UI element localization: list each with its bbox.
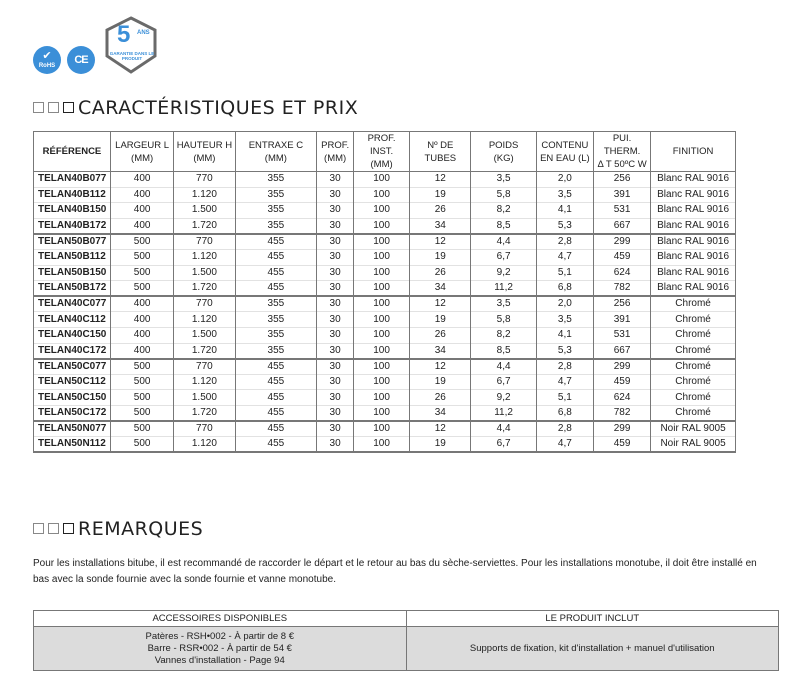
table-cell: 19 [410,187,471,203]
table-cell: 770 [174,172,235,188]
table-cell: 4,7 [536,249,593,265]
table-cell: Chromé [651,296,736,312]
table-cell: 391 [593,312,650,328]
remarks-section-title [33,518,203,540]
column-header: LARGEUR L (MM) [110,132,173,172]
table-cell: 2,8 [536,359,593,375]
table-cell: 400 [110,343,173,359]
table-cell: 34 [410,343,471,359]
table-cell: 34 [410,405,471,421]
column-header: RÉFÉRENCE [34,132,111,172]
table-cell: 30 [317,172,354,188]
table-cell: 770 [174,296,235,312]
table-cell: 6,7 [471,437,536,453]
table-cell: 770 [174,359,235,375]
table-cell: 256 [593,296,650,312]
table-cell: Blanc RAL 9016 [651,265,736,281]
warranty-badge [103,16,159,76]
table-cell: 30 [317,343,354,359]
table-row [34,312,736,328]
table-cell: 500 [110,234,173,250]
table-cell: 100 [354,359,410,375]
table-cell: 4,7 [536,437,593,453]
table-cell: 459 [593,374,650,390]
table-cell: 299 [593,234,650,250]
table-cell: 2,0 [536,172,593,188]
reference-cell: TELAN50C172 [34,405,111,421]
table-cell: 1.120 [174,374,235,390]
rohs-label: RoHS [38,63,56,69]
reference-cell: TELAN40C077 [34,296,111,312]
table-cell: Noir RAL 9005 [651,421,736,437]
warranty-unit: ANS [137,30,150,36]
table-cell: 30 [317,249,354,265]
reference-cell: TELAN50N077 [34,421,111,437]
column-header: PUI. THERM. Δ T 50ºC W [593,132,650,172]
table-cell: Chromé [651,405,736,421]
table-cell: Blanc RAL 9016 [651,281,736,297]
shield-icon [103,16,159,76]
table-cell: 500 [110,390,173,406]
table-cell: 100 [354,437,410,453]
table-row [34,265,736,281]
specs-table [33,131,736,453]
table-cell: 100 [354,281,410,297]
table-cell: 30 [317,327,354,343]
table-cell: 4,4 [471,234,536,250]
table-cell: 355 [235,187,317,203]
specs-header-row [34,132,736,172]
table-cell: 455 [235,405,317,421]
table-cell: 455 [235,249,317,265]
table-cell: 12 [410,234,471,250]
table-row [34,374,736,390]
table-cell: 26 [410,203,471,219]
table-cell: 5,8 [471,312,536,328]
table-cell: 34 [410,281,471,297]
table-cell: Chromé [651,390,736,406]
table-cell: 4,7 [536,374,593,390]
table-row [34,359,736,375]
table-cell: 500 [110,374,173,390]
table-cell: 455 [235,359,317,375]
table-cell: 455 [235,437,317,453]
reference-cell: TELAN50C112 [34,374,111,390]
reference-cell: TELAN40C112 [34,312,111,328]
table-row [34,327,736,343]
table-cell: 1.120 [174,312,235,328]
table-cell: 5,3 [536,343,593,359]
table-cell: 355 [235,327,317,343]
accessories-list [34,627,407,671]
ce-badge [67,46,95,74]
table-cell: 459 [593,249,650,265]
warranty-text: GARANTIE DANS LE PRODUIT [109,51,155,61]
column-header: POIDS (KG) [471,132,536,172]
table-cell: 30 [317,421,354,437]
table-cell: 30 [317,390,354,406]
square-icon [48,523,59,534]
table-cell: 455 [235,281,317,297]
table-cell: 4,1 [536,327,593,343]
reference-cell: TELAN50B077 [34,234,111,250]
table-row [34,390,736,406]
column-header: CONTENU EN EAU (L) [536,132,593,172]
table-cell: Chromé [651,343,736,359]
table-cell: Chromé [651,312,736,328]
column-header: PROF. (MM) [317,132,354,172]
table-cell: 100 [354,421,410,437]
table-cell: Chromé [651,327,736,343]
table-cell: 1.120 [174,249,235,265]
table-cell: 624 [593,390,650,406]
table-cell: 500 [110,249,173,265]
table-cell: 455 [235,234,317,250]
square-icon [48,102,59,113]
table-cell: 100 [354,390,410,406]
table-row [34,218,736,234]
table-cell: 100 [354,265,410,281]
table-cell: 400 [110,172,173,188]
warranty-number: 5 [117,21,131,48]
table-cell: 256 [593,172,650,188]
table-cell: 8,5 [471,343,536,359]
table-cell: 100 [354,327,410,343]
table-row [34,437,736,453]
table-cell: Blanc RAL 9016 [651,172,736,188]
table-cell: 19 [410,312,471,328]
table-cell: 11,2 [471,405,536,421]
table-cell: 2,0 [536,296,593,312]
ce-label: CE [74,54,88,66]
table-cell: 100 [354,218,410,234]
table-cell: 1.500 [174,203,235,219]
table-cell: 19 [410,437,471,453]
table-cell: 12 [410,359,471,375]
table-cell: 355 [235,218,317,234]
table-cell: 5,1 [536,390,593,406]
table-row [34,296,736,312]
table-cell: 455 [235,390,317,406]
table-cell: 391 [593,187,650,203]
table-row [34,203,736,219]
table-cell: 455 [235,374,317,390]
table-cell: 30 [317,203,354,219]
table-cell: 6,8 [536,405,593,421]
table-cell: 500 [110,265,173,281]
table-cell: Blanc RAL 9016 [651,249,736,265]
table-cell: 4,1 [536,203,593,219]
table-cell: 30 [317,374,354,390]
table-cell: 782 [593,281,650,297]
table-row [34,172,736,188]
table-cell: 30 [317,359,354,375]
table-cell: 30 [317,234,354,250]
table-cell: 30 [317,281,354,297]
table-cell: 355 [235,203,317,219]
column-header: Nº DE TUBES [410,132,471,172]
table-cell: 531 [593,327,650,343]
reference-cell: TELAN50C150 [34,390,111,406]
table-cell: 9,2 [471,265,536,281]
table-cell: 500 [110,281,173,297]
table-cell: 1.120 [174,437,235,453]
table-cell: 34 [410,218,471,234]
reference-cell: TELAN40B077 [34,172,111,188]
table-cell: 6,7 [471,374,536,390]
table-cell: 100 [354,249,410,265]
reference-cell: TELAN40C150 [34,327,111,343]
table-cell: 400 [110,312,173,328]
table-cell: Chromé [651,359,736,375]
table-cell: 400 [110,203,173,219]
table-cell: 500 [110,437,173,453]
reference-cell: TELAN40B112 [34,187,111,203]
table-cell: 19 [410,374,471,390]
column-header: HAUTEUR H (MM) [174,132,235,172]
table-cell: 1.500 [174,327,235,343]
table-cell: 100 [354,203,410,219]
table-cell: 455 [235,265,317,281]
table-cell: 30 [317,218,354,234]
table-cell: 500 [110,421,173,437]
table-cell: Chromé [651,374,736,390]
certification-badges [33,16,173,78]
table-cell: 30 [317,405,354,421]
check-icon: ✔ [42,49,52,62]
table-cell: 299 [593,359,650,375]
reference-cell: TELAN40B150 [34,203,111,219]
table-cell: 26 [410,327,471,343]
table-cell: 500 [110,359,173,375]
table-cell: 770 [174,234,235,250]
table-cell: 667 [593,343,650,359]
table-cell: 11,2 [471,281,536,297]
table-cell: 100 [354,343,410,359]
table-cell: 3,5 [536,312,593,328]
accessory-item: Barre - RSR•002 - À partir de 54 € [147,642,292,654]
table-cell: 1.720 [174,218,235,234]
table-cell: 6,8 [536,281,593,297]
table-cell: 455 [235,421,317,437]
table-cell: 500 [110,405,173,421]
rohs-badge [33,46,61,74]
table-cell: 2,8 [536,421,593,437]
table-cell: 100 [354,234,410,250]
table-cell: 2,8 [536,234,593,250]
table-cell: 400 [110,218,173,234]
table-cell: 4,4 [471,421,536,437]
reference-cell: TELAN50C077 [34,359,111,375]
table-cell: 8,2 [471,203,536,219]
square-icon [63,102,74,113]
accessories-table [33,610,779,671]
table-cell: 8,5 [471,218,536,234]
table-cell: 355 [235,312,317,328]
table-cell: 1.500 [174,265,235,281]
reference-cell: TELAN50B150 [34,265,111,281]
accessory-item: Vannes d'installation - Page 94 [154,654,285,666]
table-cell: 355 [235,172,317,188]
table-cell: 8,2 [471,327,536,343]
table-cell: Blanc RAL 9016 [651,218,736,234]
table-cell: 400 [110,327,173,343]
table-row [34,249,736,265]
table-cell: 459 [593,437,650,453]
table-cell: 3,5 [471,172,536,188]
table-cell: 667 [593,218,650,234]
specs-title: CARACTÉRISTIQUES ET PRIX [78,97,359,119]
table-cell: 19 [410,249,471,265]
table-cell: Blanc RAL 9016 [651,234,736,250]
table-cell: Blanc RAL 9016 [651,203,736,219]
remarks-title: REMARQUES [78,518,204,540]
square-icon [33,523,44,534]
table-row [34,234,736,250]
included-header: LE PRODUIT INCLUT [406,611,779,627]
table-row [34,405,736,421]
column-header: FINITION [651,132,736,172]
reference-cell: TELAN50N112 [34,437,111,453]
table-cell: 4,4 [471,359,536,375]
square-icon [33,102,44,113]
table-cell: 3,5 [536,187,593,203]
table-cell: 100 [354,187,410,203]
table-cell: 1.720 [174,281,235,297]
table-row [34,187,736,203]
table-cell: 30 [317,187,354,203]
table-cell: 100 [354,296,410,312]
table-row [34,343,736,359]
table-cell: 770 [174,421,235,437]
table-cell: 100 [354,172,410,188]
table-cell: 1.500 [174,390,235,406]
remarks-text: Pour les installations bitube, il est recommandé de raccorder le départ et le retour au bas du sèche-serviettes. Pour les installations monotube, il doit être installé en bas avec la sonde fournie avec la sonde fournie et vanne monotube. [33,558,757,585]
table-cell: 624 [593,265,650,281]
table-cell: 100 [354,312,410,328]
table-row [34,421,736,437]
table-cell: 5,3 [536,218,593,234]
table-row [34,281,736,297]
table-cell: 531 [593,203,650,219]
table-cell: 12 [410,296,471,312]
reference-cell: TELAN40B172 [34,218,111,234]
table-cell: 299 [593,421,650,437]
table-cell: 12 [410,421,471,437]
included-text: Supports de fixation, kit d'installation + manuel d'utilisation [406,627,779,671]
table-cell: Blanc RAL 9016 [651,187,736,203]
table-cell: 3,5 [471,296,536,312]
table-cell: 5,1 [536,265,593,281]
table-cell: 30 [317,312,354,328]
table-cell: 9,2 [471,390,536,406]
table-cell: 26 [410,265,471,281]
column-header: PROF. INST. (MM) [354,132,410,172]
table-cell: 6,7 [471,249,536,265]
table-cell: Noir RAL 9005 [651,437,736,453]
accessories-header: ACCESSOIRES DISPONIBLES [34,611,407,627]
reference-cell: TELAN40C172 [34,343,111,359]
table-cell: 30 [317,437,354,453]
table-cell: 400 [110,187,173,203]
table-cell: 1.720 [174,343,235,359]
table-cell: 782 [593,405,650,421]
table-cell: 5,8 [471,187,536,203]
table-cell: 100 [354,405,410,421]
table-cell: 26 [410,390,471,406]
table-cell: 100 [354,374,410,390]
table-cell: 30 [317,265,354,281]
specs-section-title [33,97,358,119]
table-cell: 1.720 [174,405,235,421]
table-cell: 355 [235,343,317,359]
table-cell: 12 [410,172,471,188]
table-cell: 400 [110,296,173,312]
square-icon [63,523,74,534]
reference-cell: TELAN50B112 [34,249,111,265]
table-cell: 355 [235,296,317,312]
table-cell: 30 [317,296,354,312]
accessory-item: Patères - RSH•002 - À partir de 8 € [145,630,295,642]
column-header: ENTRAXE C (MM) [235,132,317,172]
table-cell: 1.120 [174,187,235,203]
reference-cell: TELAN50B172 [34,281,111,297]
